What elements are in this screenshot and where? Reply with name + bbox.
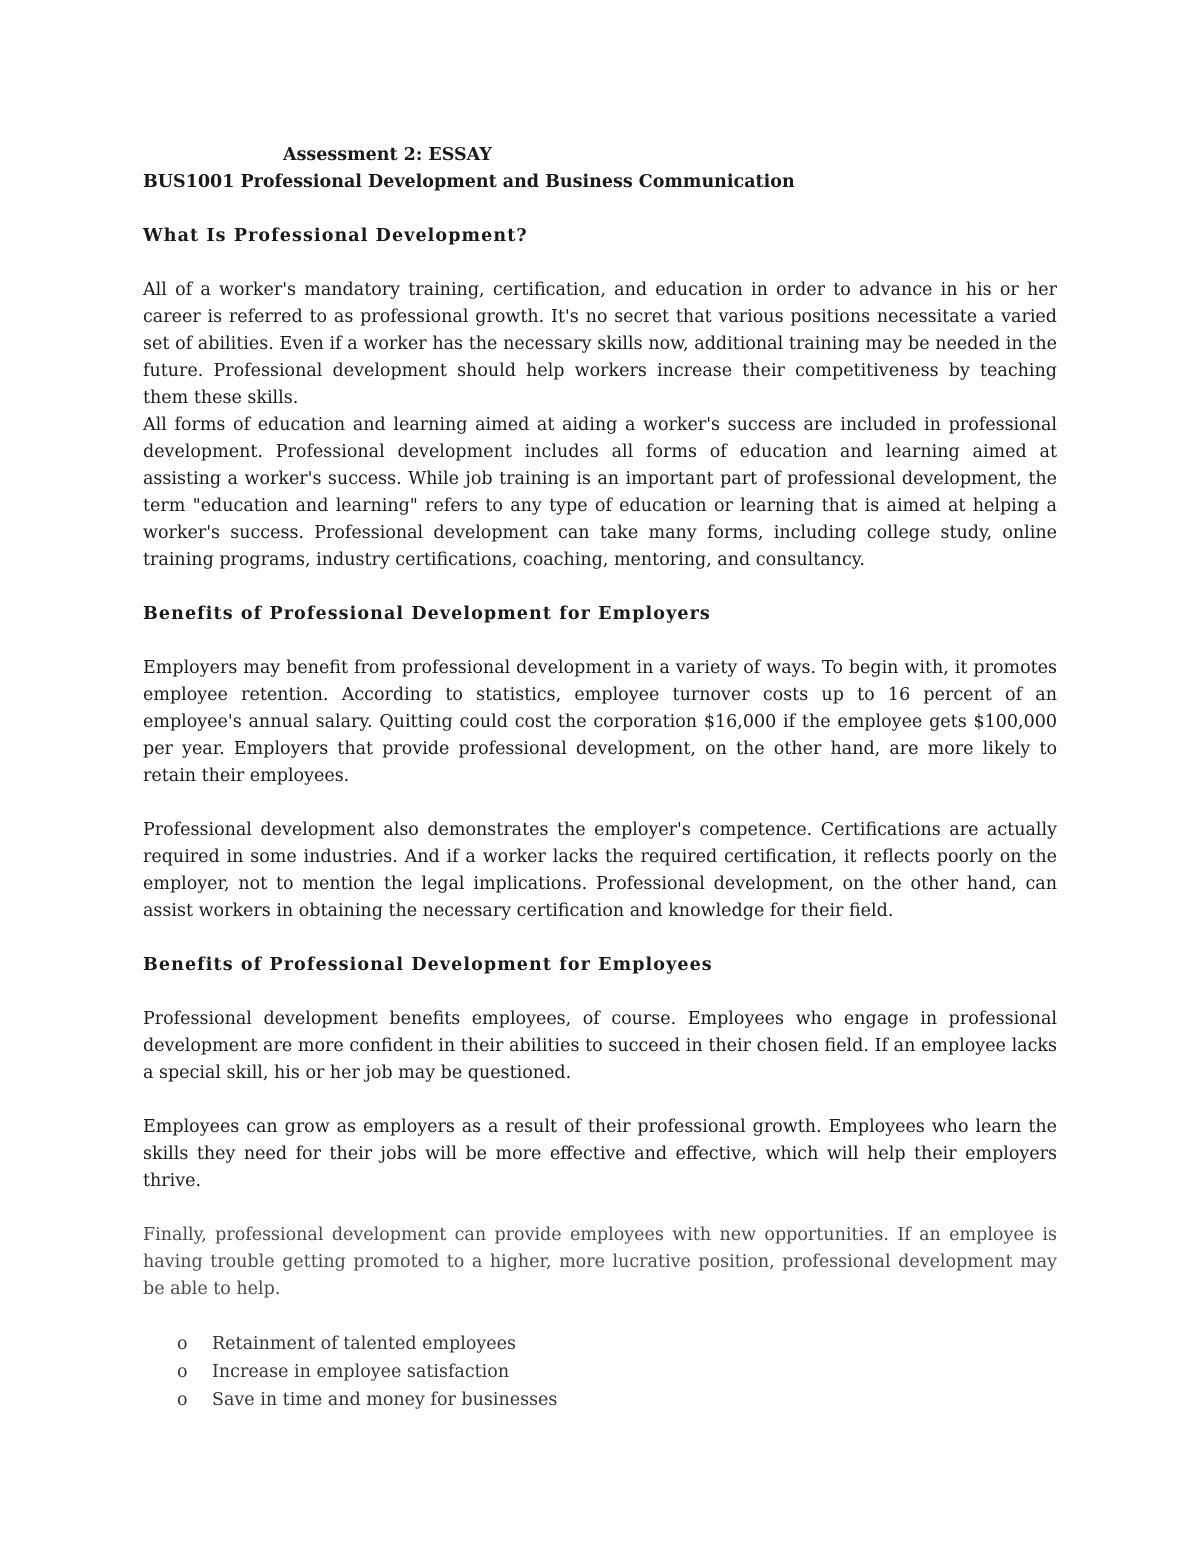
paragraph: All forms of education and learning aimed at aiding a worker's success are included in professional development. Professional development includes all forms of education and learning aimed at assisting a worker's success. While job training is an important part of professional development, the term "education and learning" refers to any type of education or learning that is aimed at helping a worker's success. Professional development can take many forms, including college study, online training programs, industry certifications, coaching, mentoring, and consultancy. (143, 415, 1057, 570)
section-heading-employees: Benefits of Professional Development for Employees (143, 955, 713, 975)
list-item (143, 1330, 1057, 1358)
spacer (143, 628, 1057, 655)
list-item-text: Retainment of talented employees (212, 1334, 516, 1354)
spacer (143, 979, 1057, 1006)
paragraph: Employees can grow as employers as a result of their professional growth. Employees who learn the skills they need for their jobs will be more effective and effective, which will help their employers thrive. (143, 1117, 1057, 1191)
document-subtitle: BUS1001 Professional Development and Business Communication (143, 172, 795, 192)
list-item-text: Increase in employee satisfaction (212, 1362, 510, 1382)
paragraph: Employers may benefit from professional development in a variety of ways. To begin with, it promotes employee retention. According to statistics, employee turnover costs up to 16 percent of an employee's annual salary. Quitting could cost the corporation $16,000 if the employee gets $100,000 per year. Employers that provide professional development, on the other hand, are more likely to retain their employees. (143, 658, 1057, 786)
section-heading-what-is: What Is Professional Development? (143, 226, 528, 246)
spacer (143, 1303, 1057, 1330)
list-item (143, 1358, 1057, 1386)
spacer (143, 1195, 1057, 1222)
spacer (143, 790, 1057, 817)
section-heading-employers: Benefits of Professional Development for Employers (143, 604, 711, 624)
spacer (143, 925, 1057, 952)
list-item-text: Save in time and money for businesses (212, 1390, 558, 1410)
paragraph: Professional development also demonstrates the employer's competence. Certifications are actually required in some industries. And if a worker lacks the required certification, it reflects poorly on the employer, not to mention the legal implications. Professional development, on the other hand, can assist workers in obtaining the necessary certification and knowledge for their field. (143, 820, 1057, 921)
spacer (143, 1087, 1057, 1114)
bullet-list (143, 1330, 1057, 1414)
bullet-icon: o (177, 1334, 188, 1354)
spacer (143, 196, 1057, 223)
bullet-icon: o (177, 1390, 188, 1410)
paragraph: All of a worker's mandatory training, certification, and education in order to advance in his or her career is referred to as professional growth. It's no secret that various positions necessitate a varied set of abilities. Even if a worker has the necessary skills now, additional training may be needed in the future. Professional development should help workers increase their competitiveness by teaching them these skills. (143, 280, 1057, 408)
list-item (143, 1386, 1057, 1414)
spacer (143, 250, 1057, 277)
paragraph: Professional development benefits employees, of course. Employees who engage in professional development are more confident in their abilities to succeed in their chosen field. If an employee lacks a special skill, his or her job may be questioned. (143, 1009, 1057, 1083)
bullet-icon: o (177, 1362, 188, 1382)
spacer (143, 574, 1057, 601)
document-body (143, 142, 1057, 1414)
document-title: Assessment 2: ESSAY (283, 145, 492, 165)
paragraph: Finally, professional development can provide employees with new opportunities. If an employee is having trouble getting promoted to a higher, more lucrative position, professional development may be able to help. (143, 1225, 1057, 1299)
